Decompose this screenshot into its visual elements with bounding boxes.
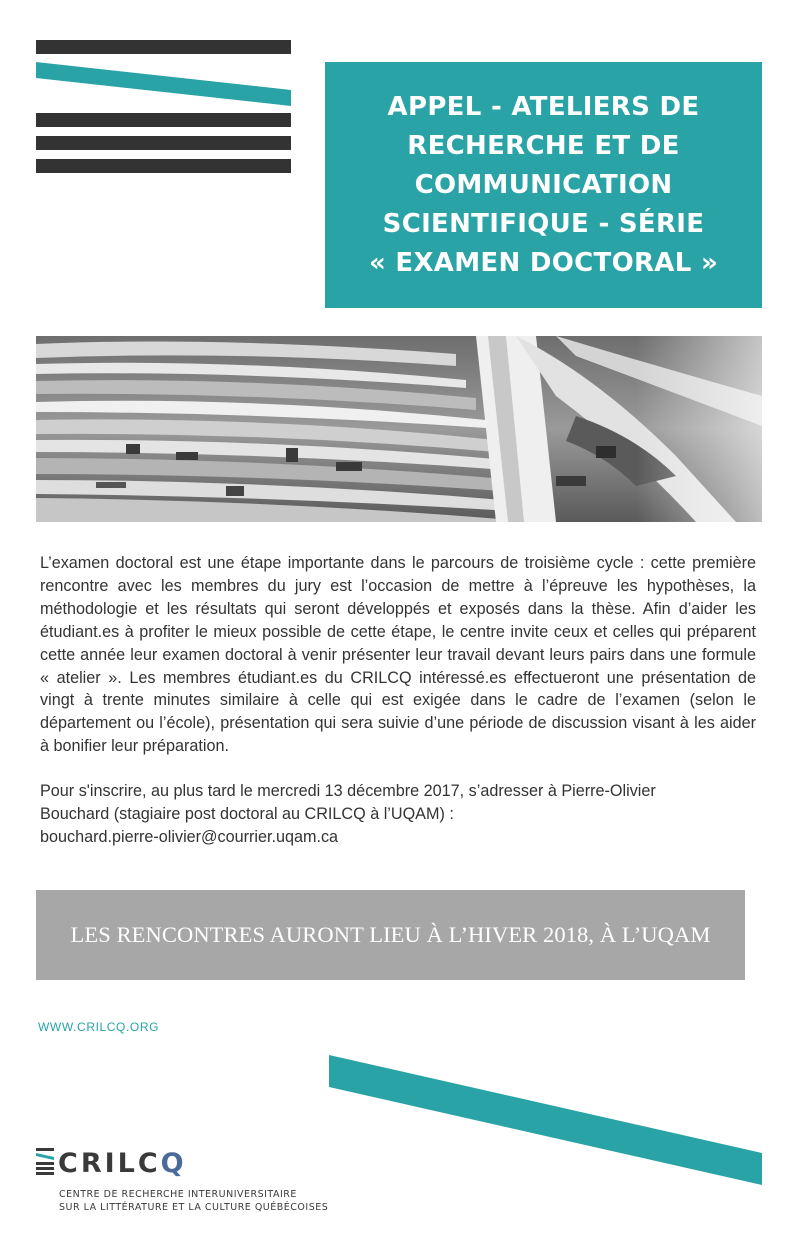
title-line-2: RECHERCHE ET DE <box>407 130 680 161</box>
contact-paragraph <box>40 780 756 849</box>
logo-stripes-icon <box>36 1148 58 1178</box>
logo-subtitle <box>59 1188 328 1214</box>
decorative-stripes <box>0 0 300 180</box>
stripe-dark-1 <box>36 40 291 54</box>
stripe-dark-2 <box>36 113 291 127</box>
contact-email-link[interactable]: bouchard.pierre-olivier@courrier.uqam.ca <box>40 827 339 846</box>
body-text <box>40 552 756 871</box>
website-link[interactable]: WWW.CRILCQ.ORG <box>38 1020 160 1034</box>
logo-wordmark-q: Q <box>160 1148 187 1179</box>
contact-line-1: Pour s'inscrire, au plus tard le mercredi 13 décembre 2017, s’adresser à Pierre-Olivier <box>40 782 656 801</box>
notice-text: LES RENCONTRES AURONT LIEU À L’HIVER 2018, À L’UQAM <box>70 922 711 947</box>
decorative-teal-banner <box>320 1050 770 1190</box>
logo-wordmark-main: CRILC <box>58 1148 161 1179</box>
newspaper-stack-photo <box>36 336 762 522</box>
title-line-5: « EXAMEN DOCTORAL » <box>368 247 719 278</box>
contact-line-2: Bouchard (stagiaire post doctoral au CRILCQ à l’UQAM) : <box>40 805 454 824</box>
title-line-4: SCIENTIFIQUE - SÉRIE <box>382 208 705 239</box>
stripe-teal-slanted <box>36 62 291 106</box>
logo-subtitle-line-1: CENTRE DE RECHERCHE INTERUNIVERSITAIRE <box>59 1189 297 1200</box>
stripe-dark-3 <box>36 136 291 150</box>
title-box <box>325 62 762 308</box>
logo-wordmark <box>58 1149 187 1179</box>
description-paragraph: L’examen doctoral est une étape importante dans le parcours de troisième cycle : cette première rencontre avec les membres du jury est l’occasion de mettre à l’épreuve les hypothèses, la méthodologie et les résultats qui seront développés et exposés dans la thèse. Afin d’aider les étudiant.es à profiter le mieux possible de cette étape, le centre invite ceux et celles qui préparent cette année leur examen doctoral à venir présenter leur travail devant leurs pairs dans une formule « atelier ». Les membres étudiant.es du CRILCQ intéressé.es effectueront une présentation de vingt à trente minutes similaire à celle qui est exigée dans le cadre de l’examen (selon le département ou l’école), présentation qui sera suivie d’une période de discussion visant à les aider à bonifier leur préparation. <box>40 554 756 756</box>
title-line-3: COMMUNICATION <box>414 169 673 200</box>
notice-box <box>36 890 745 980</box>
title-line-1: APPEL - ATELIERS DE <box>387 91 700 122</box>
logo-subtitle-line-2: SUR LA LITTÉRATURE ET LA CULTURE QUÉBÉCOISES <box>59 1202 329 1213</box>
stripe-dark-4 <box>36 159 291 173</box>
crilcq-logo <box>36 1148 366 1218</box>
